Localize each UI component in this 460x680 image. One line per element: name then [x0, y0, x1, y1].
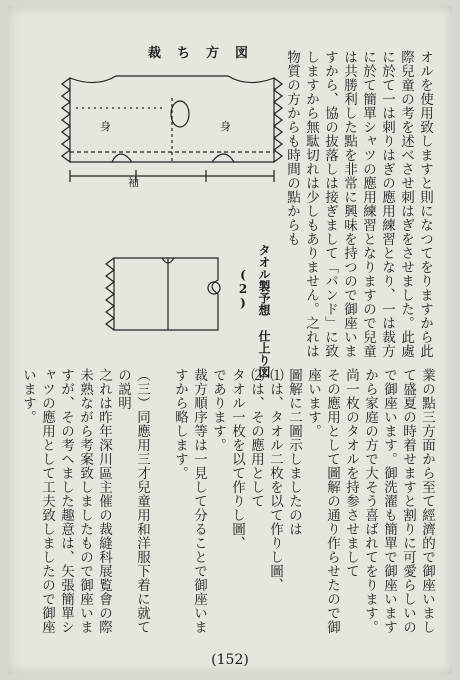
- diagram-label-back: 身: [220, 120, 231, 133]
- body-text-top: オルを使用致しますと則になつてをりますから此際兒童の考を述べさせ刺はぎをさせました。此處に於て一は刺りはぎの應用練習となり、一は裁方に於て簡單シャツの應用練習となりますので兒童は共勝利した點を非常に興味を持つので御座いますから、協の抜落しは接ぎまして「パンド」に致しますから無駄切れは少しもありません。之れは物質の方からも時間の點からも: [284, 50, 433, 358]
- diagram-caption-number: (2): [236, 268, 250, 310]
- diagram-caption: [256, 244, 272, 378]
- body-text-bottom: 業の點三方面から至て經濟的で御座いまして盛夏の時着せますと割りに可愛らしいので御座います。御洗濯も簡單で御座いますから家庭の方で大そう喜ばれてをります。 尚一枚のタオルを持参させまして その應用として圖解の通り作らせたので御座います。 圖解に二圖示しましたのは ⑴は、タオル二枚を以て作りし圖、 ⑵は、その應用として タオル一枚を以て作りし圖、 であります。 裁方順序等は一見して分ることで御座いますから略します。 （三）同應用三才兒童用和洋服下着に就ての説明 之れは昨年深川區主催の裁縫科展覧會の際未熟ながら考案致しましたもので御座いますが、その考へました趣意は、矢張簡單シャツの應用として工夫致しましたので御座います。: [20, 368, 435, 634]
- cutting-diagram: [56, 68, 288, 188]
- book-page: [8, 6, 452, 674]
- diagram-label-front: 身: [100, 120, 111, 133]
- diagram-caption-line1: タオル製予想: [257, 244, 271, 316]
- diagram-title: 裁ち方図: [148, 46, 265, 61]
- diagram-label-sleeve: 袖: [128, 176, 139, 189]
- page-number: (152): [211, 652, 249, 668]
- diagram-caption-line2: 仕上り図: [257, 330, 271, 378]
- finished-shirt-diagram: [98, 250, 238, 340]
